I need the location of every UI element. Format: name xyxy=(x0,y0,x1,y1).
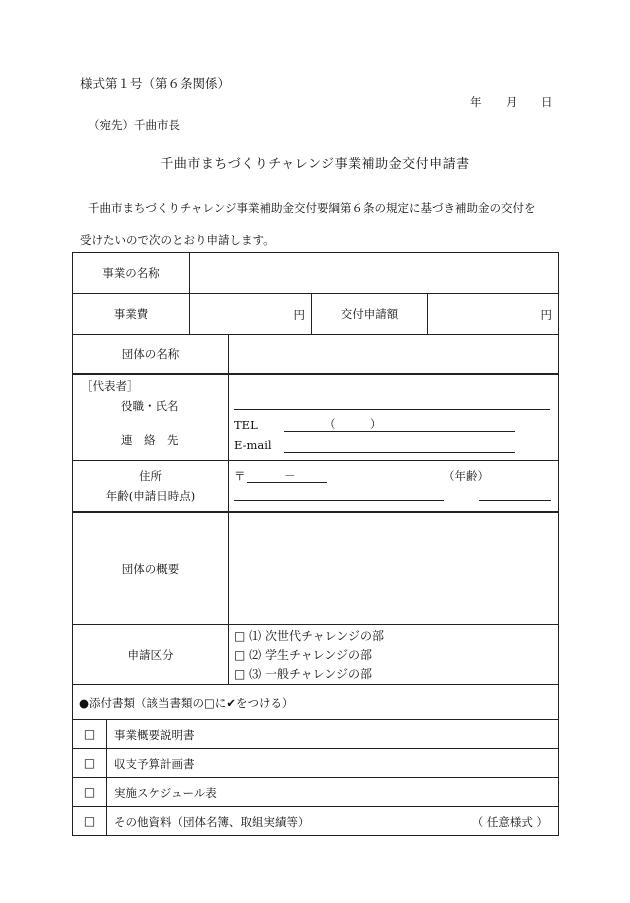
attachments-header-text: ●添付書類（該当書類の□に✔をつける） xyxy=(79,696,294,710)
category-label: 申請区分 xyxy=(127,647,174,662)
group-name-field[interactable] xyxy=(228,335,558,373)
category-option-general[interactable]: □ ⑶ 一般チャレンジの部 xyxy=(234,667,373,681)
document-title: 千曲市まちづくりチャレンジ事業補助金交付申請書 xyxy=(160,157,470,172)
representative-field[interactable] xyxy=(228,375,558,460)
attachment-checkbox[interactable]: □ xyxy=(83,727,96,741)
attachment-item xyxy=(106,749,558,777)
tel-label: TEL xyxy=(234,418,258,432)
row-cost xyxy=(73,293,558,334)
attachment-row xyxy=(73,777,558,806)
project-cost-label: 事業費 xyxy=(113,307,149,321)
row-group-name xyxy=(73,334,558,373)
overview-field[interactable] xyxy=(228,513,558,624)
row-overview xyxy=(73,511,558,624)
representative-title-name: 役職・氏名 xyxy=(121,399,179,413)
representative-name-line xyxy=(234,409,550,410)
addressee: （宛先）千曲市長 xyxy=(88,118,180,132)
form-number: 様式第１号（第６条関係） xyxy=(80,76,231,91)
row-representative xyxy=(73,373,558,460)
attachment-item xyxy=(106,778,558,806)
age-label: 年齢(申請日時点) xyxy=(105,489,196,503)
row-category xyxy=(73,624,558,684)
date-year: 年 xyxy=(470,95,482,109)
tel-parentheses: （ ） xyxy=(324,417,382,431)
attachment-checkbox[interactable]: □ xyxy=(83,756,96,770)
row-attachments-header xyxy=(73,684,558,719)
optional-format-note: （ 任意様式 ） xyxy=(471,815,548,829)
postal-line xyxy=(247,482,327,483)
group-name-label: 団体の名称 xyxy=(121,347,180,361)
age-line xyxy=(479,500,551,501)
representative-label-cell xyxy=(73,375,228,460)
attachment-label: 事業概要説明書 xyxy=(114,728,195,742)
category-option-student[interactable]: □ ⑵ 学生チャレンジの部 xyxy=(234,648,373,662)
representative-bracket: ［代表者］ xyxy=(81,379,139,393)
category-options xyxy=(228,625,558,684)
project-cost-field[interactable] xyxy=(189,294,311,334)
category-option-next-generation[interactable]: □ ⑴ 次世代チャレンジの部 xyxy=(234,629,385,643)
address-line xyxy=(234,500,444,501)
attachments-header xyxy=(73,685,558,719)
attachment-checkbox[interactable]: □ xyxy=(83,814,96,828)
attachment-checkbox[interactable]: □ xyxy=(83,785,96,799)
attachment-label: 実施スケジュール表 xyxy=(114,786,217,800)
attachment-row xyxy=(73,748,558,777)
attachment-label: 収支予算計画書 xyxy=(114,757,195,771)
postal-dash: － xyxy=(284,469,296,483)
contact-label: 連 絡 先 xyxy=(121,433,179,447)
intro-line-1: 千曲市まちづくりチャレンジ事業補助金交付要綱第６条の規定に基づき補助金の交付を xyxy=(88,201,536,215)
grant-amount-label: 交付申請額 xyxy=(311,294,427,334)
project-name-field[interactable] xyxy=(189,253,558,293)
overview-label: 団体の概要 xyxy=(121,561,180,576)
attachment-item xyxy=(106,720,558,748)
email-label: E-mail xyxy=(234,438,272,452)
intro-line-2: 受けたいので次のとおり申請します。 xyxy=(80,233,275,247)
postal-mark: 〒 xyxy=(234,469,246,483)
row-address xyxy=(73,460,558,511)
address-label-cell xyxy=(73,461,228,511)
attachment-label: その他資料（団体名簿、取組実績等） xyxy=(114,815,310,829)
address-label: 住所 xyxy=(139,469,162,483)
grant-amount-field[interactable] xyxy=(427,294,558,334)
date-month: 月 xyxy=(506,95,518,109)
age-parentheses: （年齢） xyxy=(443,469,489,483)
attachment-item xyxy=(106,807,558,835)
tel-line xyxy=(284,431,515,432)
project-cost-yen: 円 xyxy=(293,308,305,322)
row-project-name xyxy=(73,253,558,293)
project-name-label: 事業の名称 xyxy=(102,266,160,280)
date-day: 日 xyxy=(541,95,553,109)
attachment-row xyxy=(73,719,558,748)
attachment-row xyxy=(73,806,558,835)
address-field[interactable] xyxy=(228,461,558,511)
grant-amount-yen: 円 xyxy=(540,308,552,322)
application-form-table xyxy=(72,252,559,836)
email-line xyxy=(284,452,515,453)
